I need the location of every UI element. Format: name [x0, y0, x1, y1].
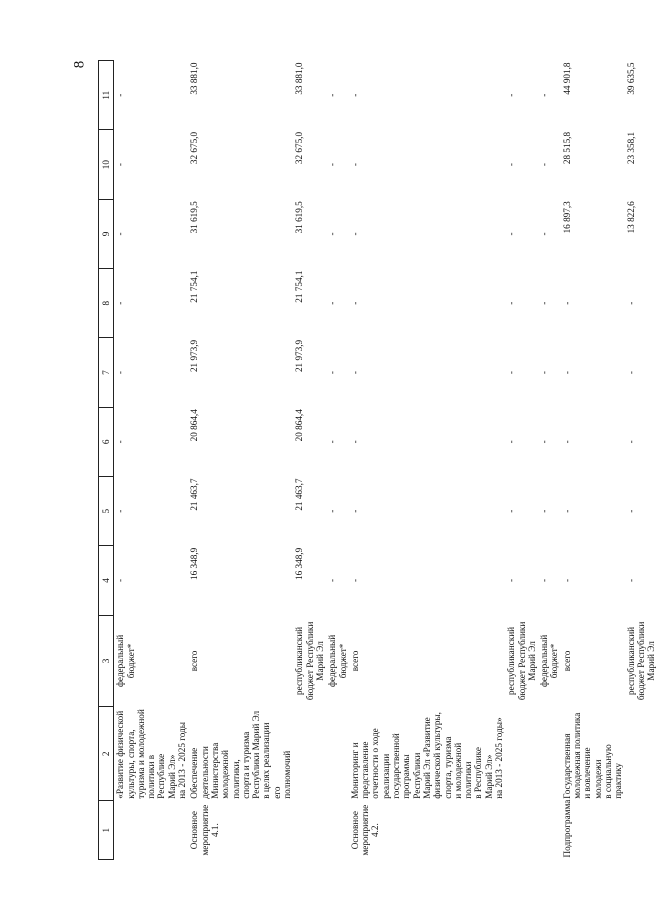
page-number: 8 [71, 60, 88, 69]
value-cell-year-7: - [349, 371, 360, 375]
value-cell-year-9: 31 619,5 [189, 201, 200, 234]
description-line: Государственная [561, 733, 572, 799]
description-line: на 2013 - 2025 годы» [493, 717, 504, 799]
description-line: Обеспечение [189, 747, 200, 799]
description-line: деятельности [199, 746, 210, 799]
funding-source-cell [326, 615, 349, 707]
value-cell-year-7: - [539, 371, 550, 375]
funding-source-cell [538, 615, 561, 707]
table-body [114, 61, 657, 860]
value-cell-year-8: - [115, 301, 126, 305]
value-cell-year-8: - [506, 301, 517, 305]
value-cell-year-6: - [625, 440, 636, 444]
table-row [326, 61, 349, 860]
description-line: реализации [380, 753, 391, 799]
funding-source-cell [625, 615, 657, 707]
value-cell-year-9: - [506, 232, 517, 236]
value-cell-year-4: - [506, 578, 517, 582]
value-cell-year-6: 20 864,4 [189, 409, 200, 442]
description-line: в социальную практику [602, 744, 624, 799]
column-header-2: 2 [99, 707, 114, 801]
value-cell-year-11: 33 881,0 [294, 62, 305, 95]
description-line: Марий Эл» [483, 754, 494, 799]
program-type-cell [326, 801, 349, 860]
value-cell-year-9: 16 897,3 [561, 201, 572, 234]
description-cell [349, 707, 505, 801]
funding-source-line: всего [189, 650, 200, 672]
value-cell-year-10: - [327, 163, 338, 167]
program-type-cell: Основное мероприятие 4.2. [349, 804, 381, 856]
description-line: спорта и туризма [240, 731, 251, 799]
funding-source-line: Марий Эл [646, 641, 657, 681]
description-line: культуры, спорта, [125, 729, 136, 799]
value-cell-year-5: - [625, 509, 636, 513]
funding-source-line: всего [349, 650, 360, 672]
program-type-cell: Основное мероприятие 4.1. [189, 804, 220, 856]
table-row [561, 61, 625, 860]
program-type-cell [505, 801, 538, 860]
value-cell-year-11: - [115, 93, 126, 97]
table-row [114, 61, 189, 860]
value-cell-year-11: 33 881,0 [189, 62, 200, 95]
column-header-4: 4 [99, 546, 114, 615]
value-cell-year-8: 21 754,1 [189, 270, 200, 303]
value-cell-year-10: 28 515,8 [561, 131, 572, 165]
funding-source-line: федеральный [539, 634, 550, 688]
program-type-cell [293, 801, 326, 860]
funding-source-line: Марий Эл [314, 641, 325, 681]
description-line: программы Республики [401, 752, 422, 799]
value-cell-year-11: - [539, 93, 550, 97]
table-row [505, 61, 538, 860]
value-cell-year-5: - [539, 509, 550, 513]
column-header-3: 3 [99, 615, 114, 707]
column-header-7: 7 [99, 338, 114, 407]
value-cell-year-7: 21 973,9 [189, 339, 200, 373]
value-cell-year-6: - [327, 440, 338, 444]
description-cell [326, 707, 349, 801]
value-cell-year-10: - [115, 163, 126, 167]
description-cell [561, 707, 625, 801]
description-line: туризма и молодежной [135, 709, 146, 799]
funding-source-line: бюджет* [549, 643, 560, 679]
description-line: физической культуры, [432, 712, 443, 799]
description-line: и вовлечение [582, 747, 593, 799]
funding-source-line: бюджет Республики [304, 621, 315, 701]
funding-source-line: республиканский [294, 626, 305, 695]
description-line: в Республике [473, 747, 484, 799]
description-cell [293, 707, 326, 801]
value-cell-year-5: - [115, 509, 126, 513]
value-cell-year-11: 44 901,8 [561, 62, 572, 95]
value-cell-year-7: - [506, 371, 517, 375]
description-cell [505, 707, 538, 801]
funding-source-line: бюджет Республики [635, 621, 646, 701]
value-cell-year-8: - [327, 301, 338, 305]
funding-source-line: бюджет Республики [516, 621, 527, 701]
value-cell-year-7: 21 973,9 [294, 339, 305, 373]
value-cell-year-8: - [561, 301, 572, 305]
column-header-8: 8 [99, 269, 114, 338]
value-cell-year-9: - [349, 232, 360, 236]
description-line: Министерства [209, 742, 220, 799]
value-cell-year-5: 21 463,7 [189, 478, 200, 511]
funding-source-line: Марий Эл [526, 641, 537, 681]
description-line: Марий Эл «Развитие [421, 717, 432, 799]
column-header-9: 9 [99, 199, 114, 268]
program-type-cell [114, 801, 189, 860]
value-cell-year-11: - [349, 93, 360, 97]
value-cell-year-10: 23 358,1 [625, 131, 636, 165]
value-cell-year-4: 16 348,9 [294, 547, 305, 580]
description-line: «Развитие физической [115, 710, 126, 799]
budget-table [98, 60, 657, 860]
value-cell-year-9: 31 619,5 [294, 201, 305, 234]
value-cell-year-4: - [349, 578, 360, 582]
description-cell [188, 707, 293, 801]
funding-source-line: республиканский [625, 626, 636, 695]
rotated-table-container [98, 60, 657, 860]
value-cell-year-10: - [539, 163, 550, 167]
funding-source-cell [349, 615, 505, 707]
description-line: Мониторинг и [349, 742, 360, 799]
column-header-1: 1 [99, 801, 114, 860]
table-row [188, 61, 293, 860]
value-cell-year-9: - [115, 232, 126, 236]
value-cell-year-6: - [561, 440, 572, 444]
value-cell-year-8: - [349, 301, 360, 305]
funding-source-cell [114, 615, 189, 707]
description-line: отчетности о ходе [370, 728, 381, 799]
description-line: государственной [391, 733, 402, 799]
description-line: представление [360, 741, 371, 799]
description-line: молодежная политика [572, 712, 583, 799]
value-cell-year-6: - [115, 440, 126, 444]
description-line: политики в Республике [146, 753, 167, 799]
value-cell-year-9: 13 822,6 [625, 201, 636, 234]
value-cell-year-5: - [506, 509, 517, 513]
value-cell-year-10: - [506, 163, 517, 167]
program-type-cell [625, 801, 657, 860]
description-line: и молодежной [452, 742, 463, 799]
table-row [293, 61, 326, 860]
column-header-5: 5 [99, 477, 114, 546]
funding-source-line: бюджет* [125, 643, 136, 679]
value-cell-year-8: - [539, 301, 550, 305]
value-cell-year-10: - [349, 163, 360, 167]
funding-source-cell [293, 615, 326, 707]
program-type-cell: Подпрограмма [561, 799, 572, 858]
value-cell-year-8: - [625, 301, 636, 305]
description-line: полномочий [282, 750, 293, 799]
value-cell-year-10: 32 675,0 [294, 131, 305, 165]
description-line: Марий Эл» [166, 754, 177, 799]
program-type-cell [538, 801, 561, 860]
value-cell-year-4: - [539, 578, 550, 582]
description-line: политики [463, 761, 474, 799]
value-cell-year-10: 32 675,0 [189, 131, 200, 165]
value-cell-year-11: 39 635,5 [625, 62, 636, 95]
description-cell [538, 707, 561, 801]
table-header-row [99, 61, 114, 860]
description-cell [114, 707, 189, 801]
table-row [349, 61, 505, 860]
value-cell-year-11: - [327, 93, 338, 97]
value-cell-year-8: 21 754,1 [294, 270, 305, 303]
value-cell-year-5: - [349, 509, 360, 513]
column-header-11: 11 [99, 61, 114, 130]
description-line: спорта, туризма [442, 736, 453, 799]
value-cell-year-5: 21 463,7 [294, 478, 305, 511]
value-cell-year-7: - [561, 371, 572, 375]
column-header-10: 10 [99, 130, 114, 199]
value-cell-year-9: - [327, 232, 338, 236]
funding-source-cell [188, 615, 293, 707]
value-cell-year-9: - [539, 232, 550, 236]
funding-source-line: всего [561, 650, 572, 672]
value-cell-year-6: 20 864,4 [294, 409, 305, 442]
column-header-6: 6 [99, 407, 114, 476]
funding-source-cell [561, 615, 625, 707]
value-cell-year-4: - [561, 578, 572, 582]
table-row [538, 61, 561, 860]
funding-source-cell [505, 615, 538, 707]
description-line: Республики Марий Эл [251, 710, 262, 799]
value-cell-year-11: - [506, 93, 517, 97]
description-line: в целях реализации его [261, 722, 282, 799]
funding-source-line: республиканский [506, 626, 517, 695]
value-cell-year-4: 16 348,9 [189, 547, 200, 580]
value-cell-year-5: - [561, 509, 572, 513]
value-cell-year-4: - [327, 578, 338, 582]
value-cell-year-6: - [506, 440, 517, 444]
table-row [625, 61, 657, 860]
description-line: молодежной политики, [220, 750, 241, 799]
value-cell-year-4: - [115, 578, 126, 582]
description-line: на 2013 - 2025 годы [177, 722, 188, 799]
value-cell-year-6: - [349, 440, 360, 444]
value-cell-year-7: - [327, 371, 338, 375]
value-cell-year-7: - [115, 371, 126, 375]
description-line: молодежи [592, 759, 603, 799]
description-cell [625, 707, 657, 801]
value-cell-year-7: - [625, 371, 636, 375]
funding-source-line: федеральный [327, 634, 338, 688]
value-cell-year-4: - [625, 578, 636, 582]
value-cell-year-6: - [539, 440, 550, 444]
funding-source-line: бюджет* [337, 643, 348, 679]
funding-source-line: федеральный [115, 634, 126, 688]
value-cell-year-5: - [327, 509, 338, 513]
